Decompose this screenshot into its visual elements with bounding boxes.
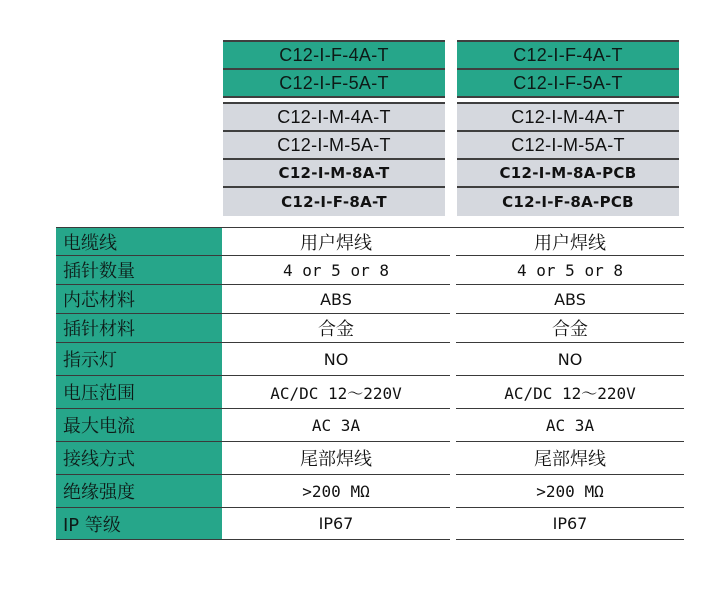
spec-value: NO bbox=[222, 343, 450, 376]
spec-label: 插针材料 bbox=[56, 314, 222, 343]
model-cell: C12-I-M-8A-PCB bbox=[457, 160, 679, 188]
model-cell: C12-I-M-8A-T bbox=[223, 160, 445, 188]
spec-value: 用户焊线 bbox=[456, 228, 684, 256]
spec-value: AC/DC 12～220V bbox=[222, 376, 450, 409]
spec-label: IP 等级 bbox=[56, 508, 222, 540]
spec-value: IP67 bbox=[222, 508, 450, 540]
spec-value: 4 or 5 or 8 bbox=[456, 256, 684, 285]
model-cell: C12-I-F-4A-T bbox=[223, 42, 445, 70]
model-cell: C12-I-M-4A-T bbox=[457, 104, 679, 132]
spec-label: 插针数量 bbox=[56, 256, 222, 285]
spec-value: 尾部焊线 bbox=[222, 442, 450, 475]
spec-value: ABS bbox=[456, 285, 684, 314]
spec-label: 最大电流 bbox=[56, 409, 222, 442]
spec-value: NO bbox=[456, 343, 684, 376]
spec-label: 电缆线 bbox=[56, 228, 222, 256]
spec-value: AC 3A bbox=[456, 409, 684, 442]
spec-value: IP67 bbox=[456, 508, 684, 540]
spec-value: 合金 bbox=[222, 314, 450, 343]
model-header-left bbox=[223, 40, 445, 216]
model-cell: C12-I-F-8A-PCB bbox=[457, 188, 679, 216]
spec-label: 接线方式 bbox=[56, 442, 222, 475]
spec-value: >200 MΩ bbox=[456, 475, 684, 508]
spec-label: 内芯材料 bbox=[56, 285, 222, 314]
model-cell: C12-I-M-5A-T bbox=[223, 132, 445, 160]
spec-value: AC 3A bbox=[222, 409, 450, 442]
spec-values-left bbox=[222, 228, 450, 540]
spec-label: 绝缘强度 bbox=[56, 475, 222, 508]
model-header-right bbox=[457, 40, 679, 216]
spec-label: 指示灯 bbox=[56, 343, 222, 376]
spec-value: AC/DC 12～220V bbox=[456, 376, 684, 409]
spec-value: 合金 bbox=[456, 314, 684, 343]
spec-value: ABS bbox=[222, 285, 450, 314]
spec-value: >200 MΩ bbox=[222, 475, 450, 508]
model-cell: C12-I-M-4A-T bbox=[223, 104, 445, 132]
spec-label-column bbox=[56, 228, 222, 540]
model-cell: C12-I-F-5A-T bbox=[457, 70, 679, 98]
spec-label: 电压范围 bbox=[56, 376, 222, 409]
model-cell: C12-I-F-4A-T bbox=[457, 42, 679, 70]
spec-value: 用户焊线 bbox=[222, 228, 450, 256]
spec-value: 尾部焊线 bbox=[456, 442, 684, 475]
model-cell: C12-I-F-8A-T bbox=[223, 188, 445, 216]
spec-values-right bbox=[456, 228, 684, 540]
model-cell: C12-I-M-5A-T bbox=[457, 132, 679, 160]
spec-value: 4 or 5 or 8 bbox=[222, 256, 450, 285]
model-cell: C12-I-F-5A-T bbox=[223, 70, 445, 98]
